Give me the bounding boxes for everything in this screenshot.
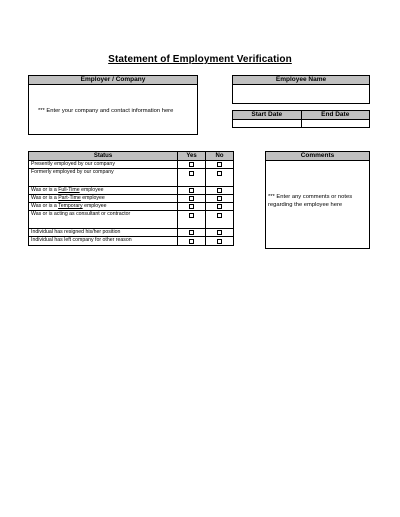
spacer-row bbox=[29, 177, 233, 187]
status-header: Status bbox=[93, 153, 113, 159]
status-row bbox=[29, 237, 233, 245]
status-row bbox=[29, 161, 233, 169]
spacer-row bbox=[29, 219, 233, 229]
yes-cell bbox=[177, 229, 205, 236]
yes-checkbox[interactable] bbox=[189, 230, 194, 235]
status-label-text: employee bbox=[79, 187, 104, 193]
status-row-label bbox=[29, 187, 177, 194]
no-checkbox[interactable] bbox=[217, 230, 222, 235]
status-row-label bbox=[29, 161, 177, 168]
yes-header: Yes bbox=[177, 152, 205, 160]
no-checkbox[interactable] bbox=[217, 162, 222, 167]
yes-cell bbox=[177, 195, 205, 202]
yes-checkbox[interactable] bbox=[189, 196, 194, 201]
yes-cell bbox=[177, 211, 205, 219]
no-checkbox[interactable] bbox=[217, 196, 222, 201]
employee-name-box[interactable] bbox=[232, 75, 370, 104]
status-label-text: employee bbox=[82, 203, 107, 209]
end-date-label: End Date bbox=[302, 111, 370, 120]
no-checkbox[interactable] bbox=[217, 239, 222, 244]
no-cell bbox=[205, 237, 233, 245]
no-cell bbox=[205, 211, 233, 219]
status-row bbox=[29, 211, 233, 219]
no-header: No bbox=[205, 152, 233, 160]
status-row-label bbox=[29, 169, 177, 177]
comments-box[interactable] bbox=[265, 151, 370, 249]
employer-note: *** Enter your company and contact information here bbox=[38, 108, 174, 114]
status-row bbox=[29, 229, 233, 237]
employer-header: Employer / Company bbox=[29, 76, 197, 85]
no-checkbox[interactable] bbox=[217, 213, 222, 218]
yes-checkbox[interactable] bbox=[189, 213, 194, 218]
status-label-text: Individual has left company for other reason bbox=[31, 237, 132, 243]
yes-checkbox[interactable] bbox=[189, 204, 194, 209]
status-row bbox=[29, 203, 233, 211]
yes-checkbox[interactable] bbox=[189, 188, 194, 193]
status-label-text: employee bbox=[80, 195, 105, 201]
status-row-label bbox=[29, 211, 177, 219]
no-checkbox[interactable] bbox=[217, 204, 222, 209]
no-cell bbox=[205, 169, 233, 177]
status-row-label bbox=[29, 203, 177, 210]
status-label-text: Presently employed by our company bbox=[31, 161, 115, 167]
start-date-cell[interactable] bbox=[233, 111, 302, 127]
status-label-emphasis: Full-Time bbox=[58, 187, 80, 193]
status-row bbox=[29, 195, 233, 203]
end-date-cell[interactable] bbox=[302, 111, 370, 127]
yes-checkbox[interactable] bbox=[189, 239, 194, 244]
yes-checkbox[interactable] bbox=[189, 171, 194, 176]
status-row bbox=[29, 187, 233, 195]
yes-cell bbox=[177, 161, 205, 168]
status-label-text: Individual has resigned his/her position bbox=[31, 229, 121, 235]
no-cell bbox=[205, 229, 233, 236]
yes-cell bbox=[177, 169, 205, 177]
comments-header: Comments bbox=[266, 152, 369, 161]
employee-name-header: Employee Name bbox=[233, 76, 369, 85]
no-cell bbox=[205, 187, 233, 194]
status-label-text: Formerly employed by our company bbox=[31, 169, 114, 175]
yes-cell bbox=[177, 203, 205, 210]
status-label-text: Was or is a bbox=[31, 195, 59, 201]
no-checkbox[interactable] bbox=[217, 171, 222, 176]
status-row bbox=[29, 169, 233, 177]
status-label-text: Was or is a bbox=[31, 187, 59, 193]
employer-box[interactable] bbox=[28, 75, 198, 135]
no-checkbox[interactable] bbox=[217, 188, 222, 193]
status-header-row bbox=[29, 152, 233, 161]
status-label-text: Was or is acting as consultant or contractor bbox=[31, 211, 131, 217]
no-cell bbox=[205, 161, 233, 168]
comments-note: *** Enter any comments or notes regarding the employee here bbox=[268, 194, 353, 208]
status-row-label bbox=[29, 237, 177, 245]
status-label-emphasis: Part-Time bbox=[58, 195, 81, 201]
status-label-text: Was or is a bbox=[31, 203, 59, 209]
yes-checkbox[interactable] bbox=[189, 162, 194, 167]
status-row-label bbox=[29, 195, 177, 202]
status-table bbox=[28, 151, 234, 246]
status-label-emphasis: Temporary bbox=[58, 203, 83, 209]
start-date-label: Start Date bbox=[233, 111, 301, 120]
dates-box bbox=[232, 110, 370, 128]
yes-cell bbox=[177, 237, 205, 245]
yes-cell bbox=[177, 187, 205, 194]
no-cell bbox=[205, 195, 233, 202]
page-title: Statement of Employment Verification bbox=[108, 54, 292, 65]
no-cell bbox=[205, 203, 233, 210]
status-row-label bbox=[29, 229, 177, 236]
